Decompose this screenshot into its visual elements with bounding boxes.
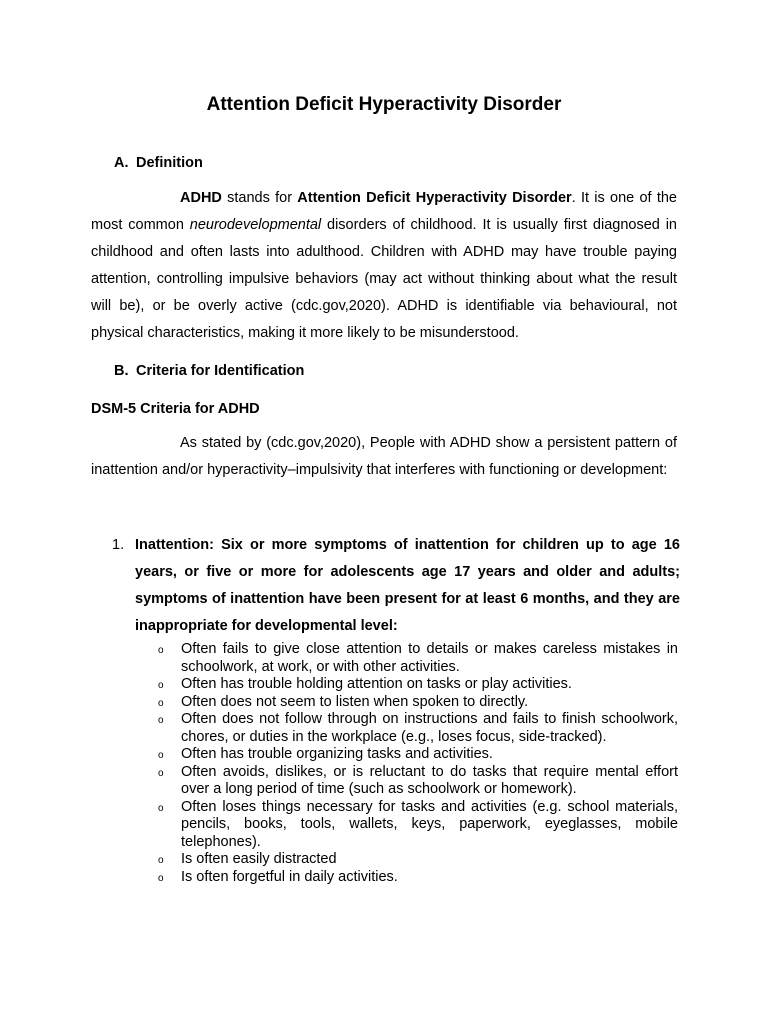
definition-text-1: stands for <box>221 190 298 206</box>
document-title: Attention Deficit Hyperactivity Disorder <box>206 94 562 115</box>
list-item-text: Is often easily distracted <box>181 851 337 867</box>
bullet-marker: o <box>158 802 164 814</box>
section-b-label: Criteria for Identification <box>136 363 305 379</box>
list-item <box>158 711 678 746</box>
dsm-intro-text: As stated by (cdc.gov,2020), People with ADHD show a persistent pattern of inattention and/or hyperactivity–impulsivity that interferes with functioning or development: <box>91 435 677 478</box>
list-item-text: Often does not seem to listen when spoken to directly. <box>181 693 529 710</box>
list-item-text: Often has trouble organizing tasks and activities. <box>181 746 493 762</box>
list-item <box>158 746 678 764</box>
section-a-label: Definition <box>136 155 203 171</box>
list-item <box>158 799 678 852</box>
definition-emphasis: neurodevelopmental <box>189 217 322 233</box>
definition-term: ADHD <box>180 190 222 206</box>
list-item-text: Often avoids, dislikes, or is reluctant to do tasks that require mental effort over a long period of time (such as schoolwork or homework). <box>181 763 678 797</box>
symptom-list <box>158 641 678 886</box>
bullet-marker: o <box>158 697 164 709</box>
bullet-marker: o <box>158 872 164 884</box>
list-item <box>158 641 678 676</box>
section-a-letter: A. <box>114 155 129 171</box>
list-item <box>158 764 678 799</box>
list-item-text: Often loses things necessary for tasks and activities (e.g. school materials, pencils, books, tools, wallets, keys, paperwork, eyeglasses, mobile telephones). <box>181 798 678 850</box>
bullet-marker: o <box>158 715 164 726</box>
dsm-intro-paragraph <box>91 430 677 484</box>
bullet-marker: o <box>158 750 164 761</box>
definition-text-3: disorders of childhood. It is usually first diagnosed in childhood and often lasts into adulthood. Children with ADHD may have trouble paying attention, controlling impulsive behaviors (may act without thinking about what the result will be), or be overly active (cdc.gov,2020). ADHD is identifiable via behavioural, not physical characteristics, making it more likely to be misunderstood. <box>91 217 677 341</box>
definition-paragraph <box>91 185 677 347</box>
list-item-text: Often does not follow through on instructions and fails to finish schoolwork, chores, or duties in the workplace (e.g., loses focus, side-tracked). <box>181 711 678 745</box>
list-item-text: Often fails to give close attention to details or makes careless mistakes in schoolwork, at work, or with other activities. <box>181 641 678 675</box>
bullet-marker: o <box>158 855 164 866</box>
dsm-heading: DSM-5 Criteria for ADHD <box>91 401 260 417</box>
bullet-marker: o <box>158 767 164 779</box>
definition-full-name: Attention Deficit Hyperactivity Disorder <box>297 190 572 206</box>
section-b-heading <box>114 362 304 380</box>
list-item-text: Often has trouble holding attention on tasks or play activities. <box>181 676 572 692</box>
item-number: 1. <box>112 537 125 553</box>
definition-text-2: . It is one of the most common <box>91 190 677 233</box>
numbered-item-inattention <box>112 532 680 640</box>
list-item <box>158 851 678 869</box>
bullet-marker: o <box>158 680 164 691</box>
section-b-letter: B. <box>114 363 129 379</box>
bullet-marker: o <box>158 645 164 656</box>
list-item-text: Is often forgetful in daily activities. <box>181 868 398 885</box>
item-text: Inattention: Six or more symptoms of inattention for children up to age 16 years, or five or more for adolescents age 17 years and older and adults; symptoms of inattention have been present for at least 6 months, and they are inappropriate for developmental level: <box>135 537 680 634</box>
section-a-heading <box>114 154 203 172</box>
list-item <box>158 694 678 712</box>
list-item <box>158 869 678 887</box>
list-item <box>158 676 678 694</box>
